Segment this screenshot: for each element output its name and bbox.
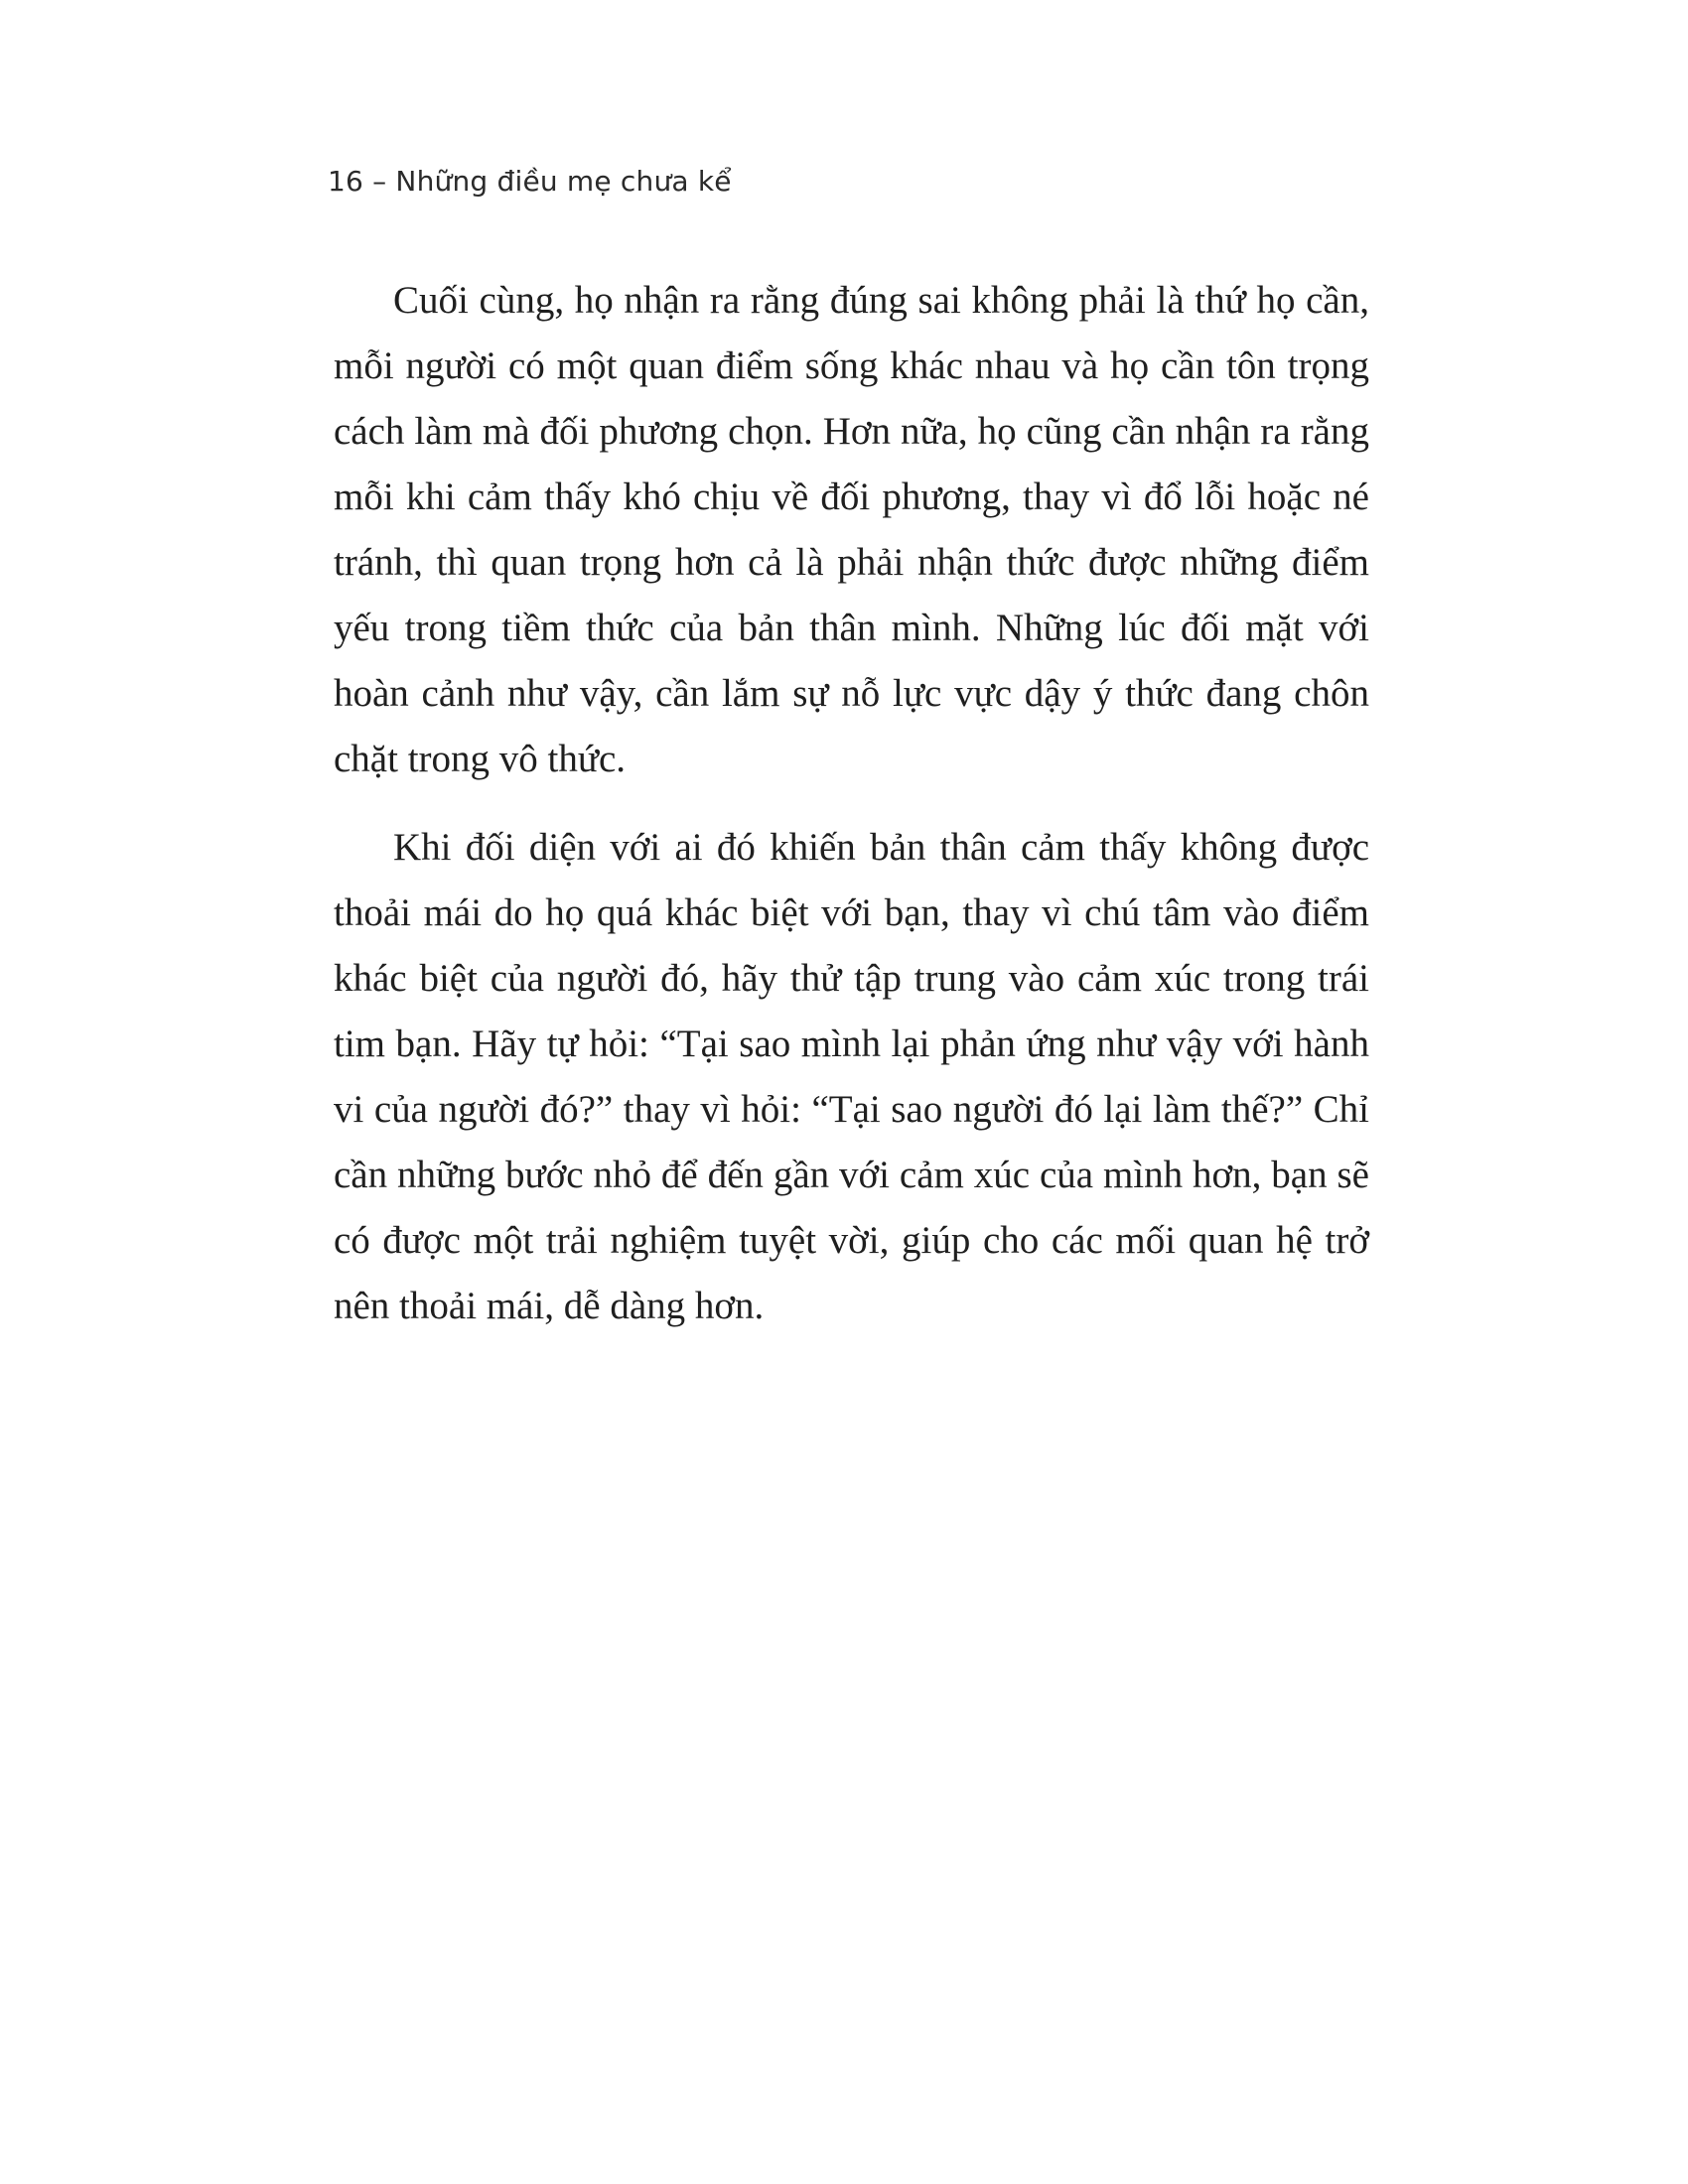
paragraph-1: Cuối cùng, họ nhận ra rằng đúng sai không phải là thứ họ cần, mỗi người có một quan điểm sống khác nhau và họ cần tôn trọng cách làm mà đối phương chọn. Hơn nữa, họ cũng cần nhận ra rằng mỗi khi cảm thấy khó chịu về đối phương, thay vì đổ lỗi hoặc né tránh, thì quan trọng hơn cả là phải nhận thức được những điểm yếu trong tiềm thức của bản thân mình. Những lúc đối mặt với hoàn cảnh như vậy, cần lắm sự nỗ lực vực dậy ý thức đang chôn chặt trong vô thức. <box>334 279 1369 780</box>
running-header: 16 – Những điều mẹ chưa kể <box>328 165 732 198</box>
body-text <box>334 268 1369 1339</box>
paragraph-2: Khi đối diện với ai đó khiến bản thân cảm thấy không được thoải mái do họ quá khác biệt với bạn, thay vì chú tâm vào điểm khác biệt của người đó, hãy thử tập trung vào cảm xúc trong trái tim bạn. Hãy tự hỏi: “Tại sao mình lại phản ứng như vậy với hành vi của người đó?” thay vì hỏi: “Tại sao người đó lại làm thế?” Chỉ cần những bước nhỏ để đến gần với cảm xúc của mình hơn, bạn sẽ có được một trải nghiệm tuyệt vời, giúp cho các mối quan hệ trở nên thoải mái, dễ dàng hơn. <box>334 826 1369 1327</box>
